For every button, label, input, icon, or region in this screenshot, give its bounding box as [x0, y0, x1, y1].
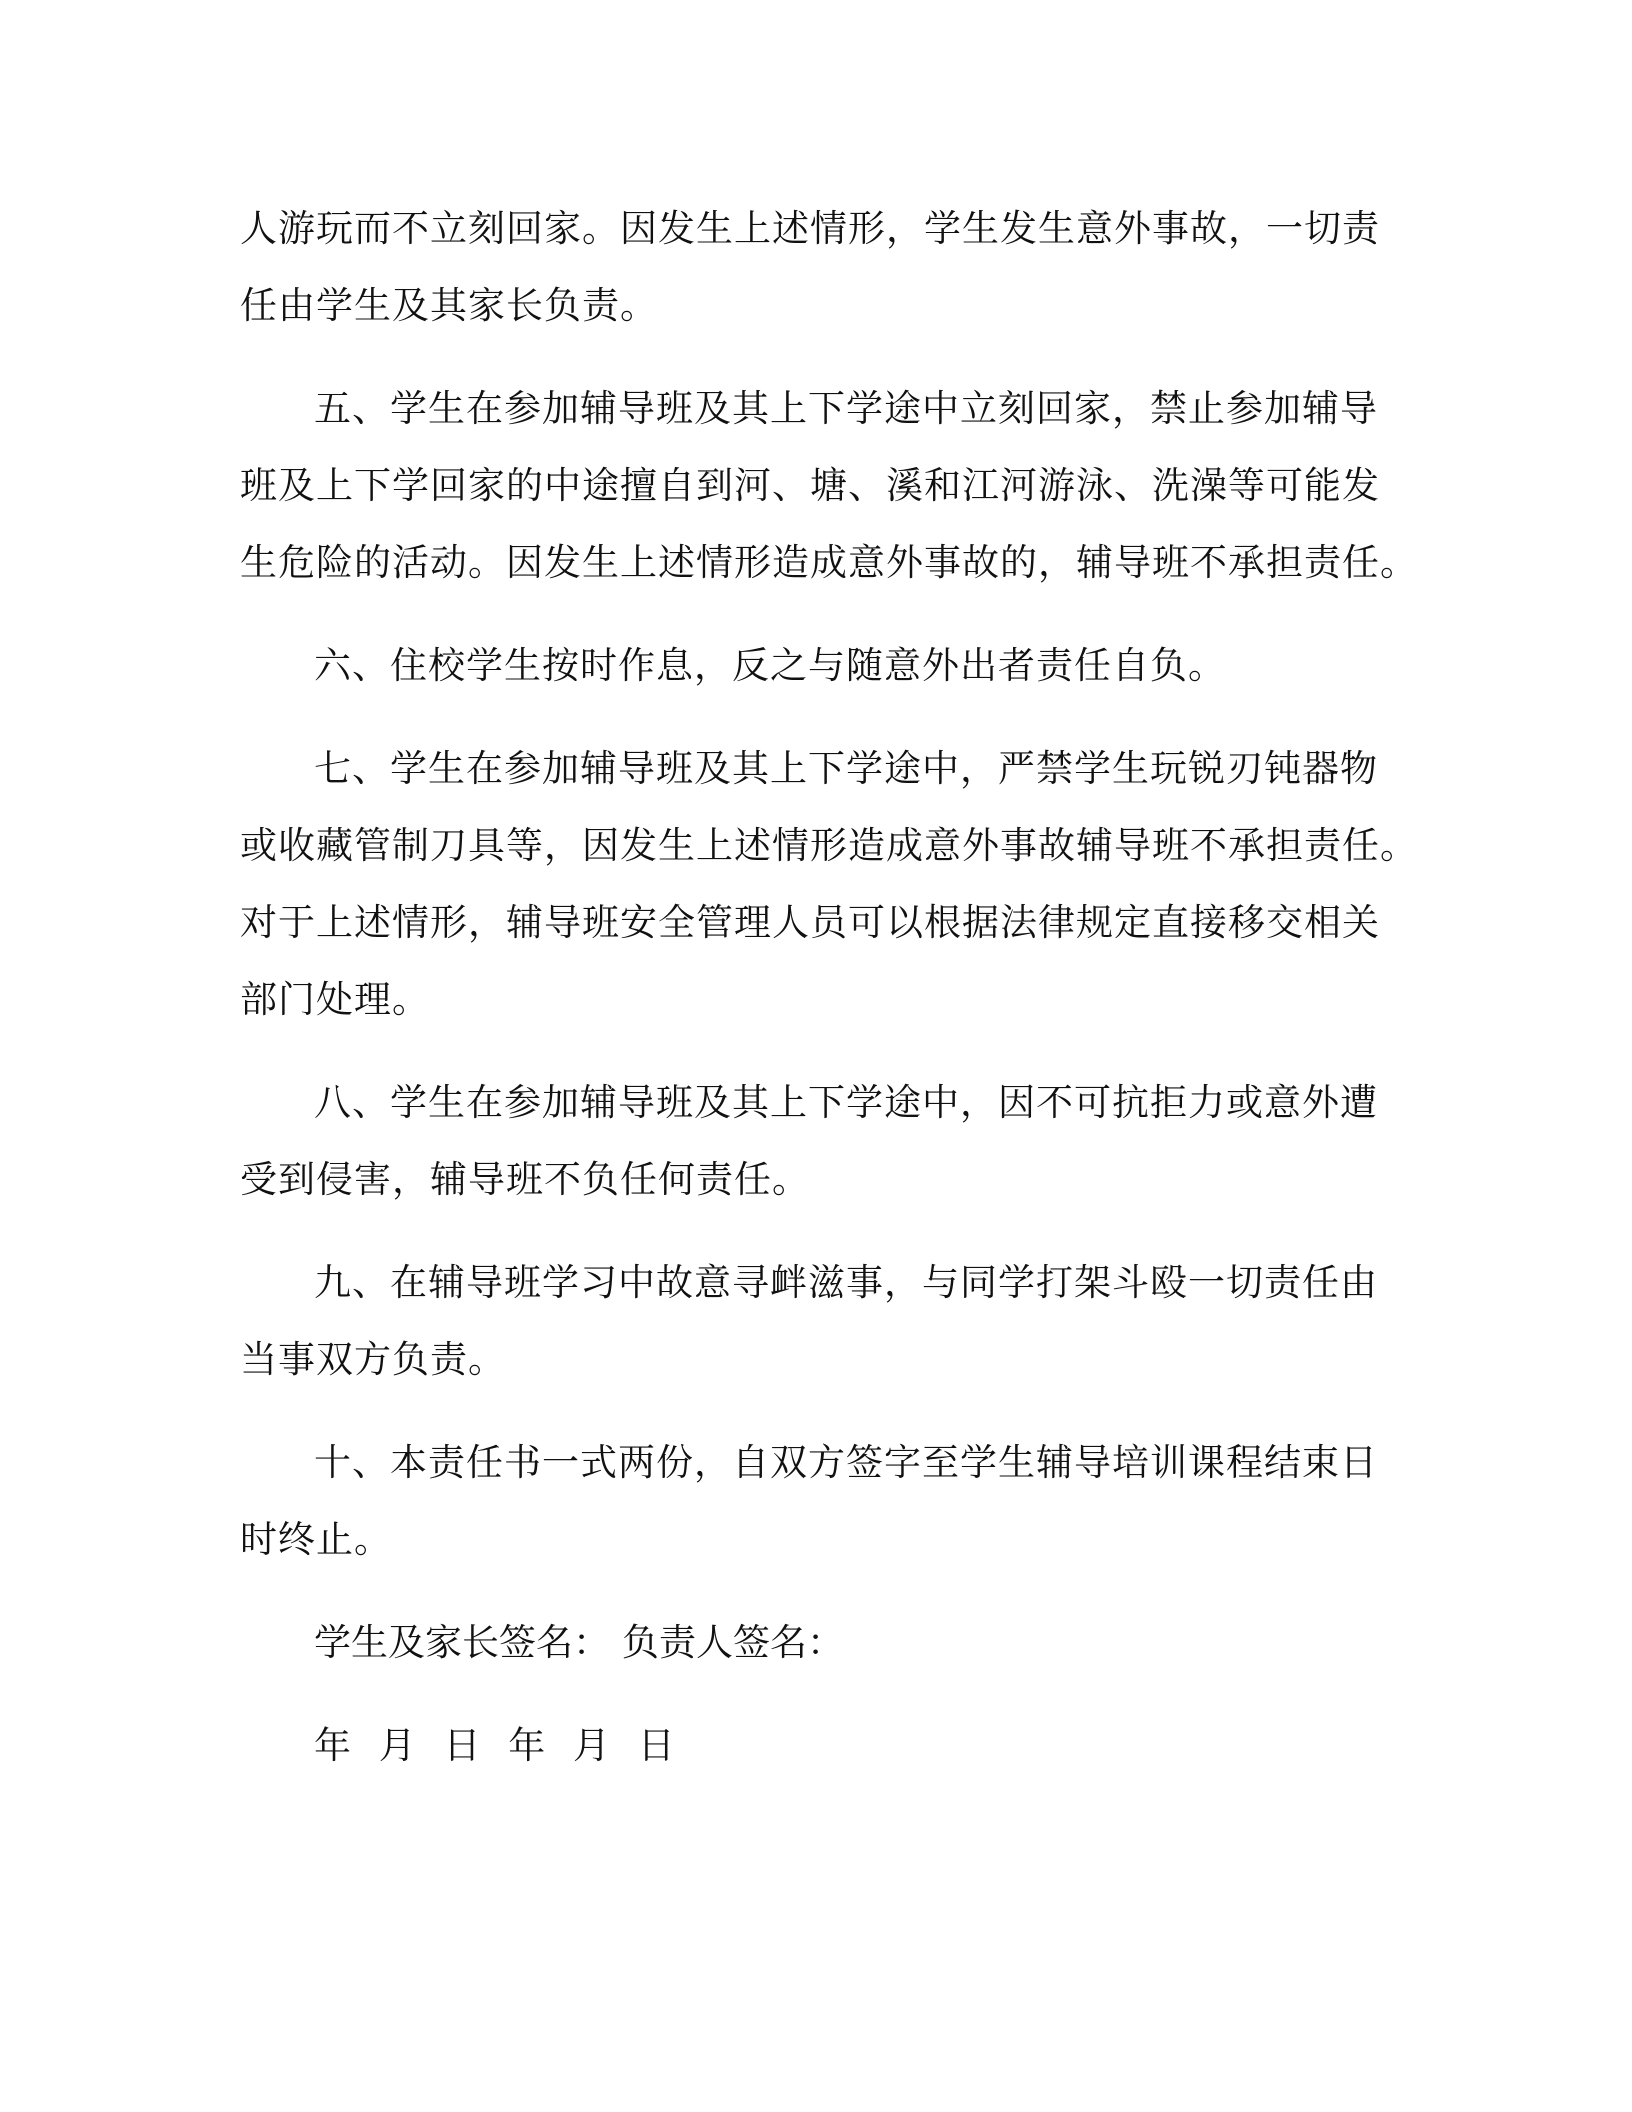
text-line: 十、本责任书一式两份，自双方签字至学生辅导培训课程结束日 [314, 1441, 1378, 1484]
text-line: 六、住校学生按时作息，反之与随意外出者责任自负。 [314, 644, 1226, 687]
responsible-signature-label: 负责人签名： [622, 1621, 844, 1664]
text-line: 七、学生在参加辅导班及其上下学途中，严禁学生玩锐刃钝器物 [314, 747, 1378, 790]
paragraph-item-10 [240, 1424, 1380, 1578]
text-line: 人游玩而不立刻回家。因发生上述情形，学生发生意外事故，一切责 [240, 207, 1380, 250]
signature-line [240, 1604, 1380, 1681]
text-line: 生危险的活动。因发生上述情形造成意外事故的，辅导班不承担责任。 [240, 541, 1418, 584]
text-line: 八、学生在参加辅导班及其上下学途中，因不可抗拒力或意外遭 [314, 1081, 1378, 1124]
text-line: 受到侵害，辅导班不负任何责任。 [240, 1158, 810, 1201]
paragraph-item-9 [240, 1244, 1380, 1398]
document-body [240, 190, 1418, 1784]
text-line: 或收藏管制刀具等，因发生上述情形造成意外事故辅导班不承担责任。 [240, 824, 1418, 867]
text-line: 任由学生及其家长负责。 [240, 284, 658, 327]
paragraph-item-8 [240, 1064, 1380, 1218]
student-parent-signature-label: 学生及家长签名： [314, 1621, 610, 1664]
text-line: 五、学生在参加辅导班及其上下学途中立刻回家，禁止参加辅导 [314, 387, 1378, 430]
text-line: 部门处理。 [240, 978, 430, 1021]
date-line: 年 月 日 年 月 日 [314, 1724, 683, 1767]
paragraph-item-6 [240, 627, 1380, 704]
text-line: 时终止。 [240, 1518, 392, 1561]
paragraph-continued [240, 190, 1380, 344]
paragraph-item-7 [240, 730, 1418, 1038]
text-line: 九、在辅导班学习中故意寻衅滋事，与同学打架斗殴一切责任由 [314, 1261, 1378, 1304]
text-line: 对于上述情形，辅导班安全管理人员可以根据法律规定直接移交相关 [240, 901, 1380, 944]
text-line: 班及上下学回家的中途擅自到河、塘、溪和江河游泳、洗澡等可能发 [240, 464, 1380, 507]
text-line: 当事双方负责。 [240, 1338, 506, 1381]
paragraph-item-5 [240, 370, 1418, 601]
